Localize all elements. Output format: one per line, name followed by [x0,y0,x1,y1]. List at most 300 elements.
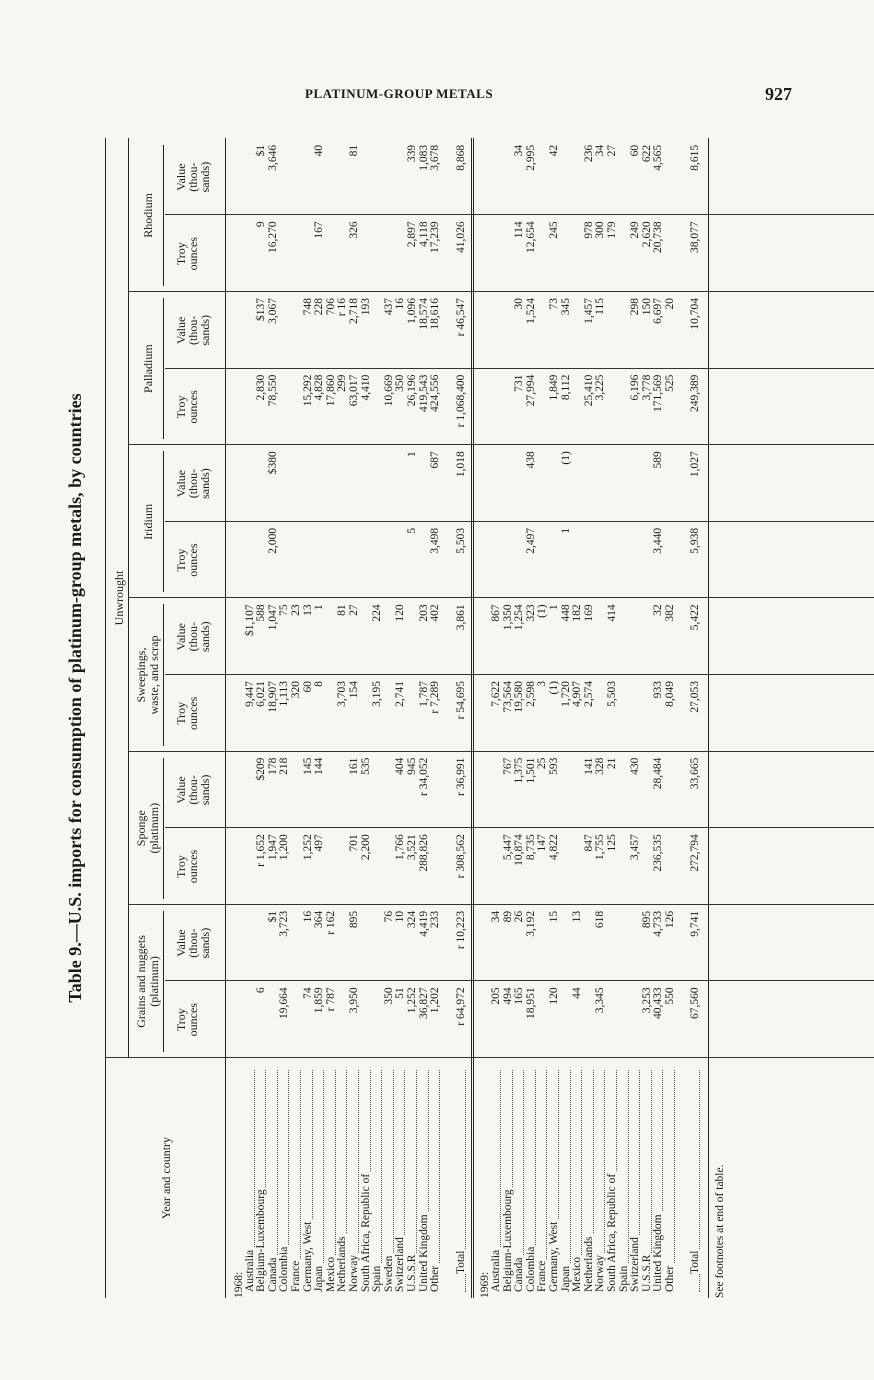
table-cell: 236,535 [652,834,665,872]
table-cell: 1,096 [406,298,418,324]
table-cell: 339 [406,144,418,163]
table-cell: 8,049 [663,681,676,707]
country-name: Japan [559,1265,572,1292]
table-cell: 26 [513,910,526,923]
table-cell: 2,897 [406,221,418,248]
table-cell: 1,755 [594,834,607,861]
table-cell: 13 [301,604,314,616]
table-cell: 165 [513,987,526,1005]
table-cell: 2,718 [348,298,360,324]
table-cell: 494 [501,987,514,1005]
table-cell: 687 [429,451,442,469]
section-double-rule [471,138,474,1298]
table-cell: 205 [489,987,502,1005]
sub-header-troy: Troy [174,1008,188,1032]
table-cell: 9,447 [243,681,256,707]
table-cell: 16,270 [266,221,279,254]
sub-header-value: Value [174,469,188,498]
table-cell: 1,720 [559,681,572,707]
footnote: See footnotes at end of table. [714,1164,727,1298]
table-cell: 16 [301,910,314,923]
table-cell: 9 [255,221,268,228]
table-cell: 2,574 [582,681,595,707]
header-rule [225,138,226,1298]
table-cell: 10,669 [382,374,395,407]
sub-header-sands: sands) [198,621,212,653]
table-cell: 236 [582,144,595,163]
rotated-table-region [65,98,785,1298]
table-cell: 18,951 [524,987,537,1020]
table-cell: 430 [629,757,642,775]
table-cell: 402 [429,604,442,622]
table-cell: 345 [559,298,572,316]
country-name: Other [429,1265,442,1292]
table-cell: (1) [547,681,560,695]
country-name: South Africa, Republic of [605,1173,618,1292]
table-cell: 27,053 [689,681,702,713]
table-cell: 3,225 [594,374,607,401]
table-cell: r 10,223 [454,910,467,950]
sub-header-sands: sands) [198,314,212,346]
group-rule [163,451,164,592]
table-cell: 8,868 [454,144,467,171]
country-name: Colombia [524,1246,537,1292]
sub-header-ounces: ounces [186,696,200,730]
table-cell: 89 [501,910,514,923]
total-label: Total [454,1250,467,1274]
sub-header-sands: sands) [198,774,212,806]
table-cell: 75 [278,604,291,616]
table-cell: 3,192 [524,910,537,937]
group-header-line1: Sweepings, [134,647,148,703]
sub-header-thou: (thou- [186,775,200,805]
sub-header-ounces: ounces [186,237,200,271]
group-header-line2: waste, and scrap [147,635,161,715]
sub-header-thou: (thou- [186,928,200,958]
table-cell: r 64,972 [454,987,467,1026]
group-header-line2: (platinum) [147,802,161,854]
table-cell: 115 [594,298,607,315]
table-cell: 28,484 [652,757,665,790]
sub-header-sands: sands) [198,468,212,499]
table-cell: 1,047 [266,604,279,631]
table-cell: 2,995 [524,144,537,171]
country-name: United Kingdom [652,1214,665,1292]
table-cell: 74 [301,987,314,999]
table-cell: 44 [571,987,584,999]
table-row [326,138,337,1298]
table-cell: 3,646 [266,144,279,171]
table-cell: 73 [547,298,560,310]
table-cell: 27,994 [524,374,537,407]
table-cell: 1,766 [394,834,407,861]
stub-header: Year and country [159,1136,173,1220]
sub-header-ounces: ounces [186,1003,200,1037]
country-name: Switzerland [394,1237,407,1292]
table-cell: 1,254 [513,604,526,631]
table-cell: 3,457 [629,834,642,861]
table-cell: 535 [359,757,372,775]
country-name: United Kingdom [417,1214,430,1292]
country-name: Norway [594,1254,607,1292]
table-cell: 3,778 [640,374,653,401]
table-cell: 706 [324,298,337,316]
country-name: Belgium-Luxembourg [501,1189,514,1292]
table-cell: 4,565 [652,144,665,171]
table-cell: 12,654 [524,221,537,254]
table-cell: 218 [278,757,291,775]
table-cell: 419,543 [417,374,430,412]
table-cell: 26,196 [406,374,418,407]
table-cell: 40 [313,144,326,157]
table-cell: 203 [417,604,430,622]
table-row [256,138,267,1298]
table-cell: 27 [605,144,618,157]
table-cell: 1,524 [524,298,537,324]
table-cell: 1,457 [582,298,595,324]
sub-header-value: Value [174,929,188,957]
table-cell: 13 [571,910,584,923]
table-cell: 326 [348,221,360,239]
table-cell: 2,598 [524,681,537,707]
table-row [607,138,618,1298]
table-cell: 60 [629,144,642,157]
table-row [245,138,256,1298]
table-cell: 2,830 [255,374,268,401]
table-cell: 6 [255,987,268,994]
table-cell: 1,083 [417,144,430,171]
table-row [430,138,441,1298]
table-cell: 288,826 [417,834,430,872]
sub-header-thou: (thou- [186,162,200,192]
table-cell: 4,733 [652,910,665,937]
total-row [690,138,701,1298]
table-cell: 299 [336,374,349,392]
table-cell: 233 [429,910,442,929]
table-cell: $380 [266,451,279,475]
table-row [619,138,630,1298]
table-cell: $1 [266,910,279,923]
group-rule [163,604,164,745]
table-cell: 150 [640,298,653,316]
table-cell: 438 [524,451,537,469]
table-cell: r 36,991 [454,757,467,796]
table-cell: 8 [313,681,326,687]
table-cell: 1 [547,604,560,611]
table-row [268,138,279,1298]
table-cell: 497 [313,834,326,852]
country-name: Japan [313,1265,326,1292]
country-name: France [536,1260,549,1292]
table-cell: 25 [536,757,549,770]
country-name: Germany, West [301,1221,314,1292]
group-header-line2: (platinum) [147,956,161,1007]
table-cell: 245 [547,221,560,239]
table-cell: 350 [382,987,395,1005]
table-cell: 895 [348,910,360,929]
table-cell: 978 [582,221,595,239]
table-row [337,138,348,1298]
table-cell: 1 [406,451,418,457]
year-label: 1969: [479,1271,492,1298]
table-cell: 20,738 [652,221,665,254]
table-cell: 125 [605,834,618,852]
table-cell: 8,735 [524,834,537,861]
table-cell: (1) [536,604,549,618]
table-cell: 350 [394,374,407,392]
country-name: Netherlands [582,1236,595,1292]
top-rule [105,138,106,1298]
table-row [595,138,606,1298]
leader-dots [433,1070,440,1292]
table-cell: 324 [406,910,418,929]
table-row [526,138,537,1298]
table-cell: 23 [290,604,302,616]
table-cell: 3,678 [429,144,442,171]
table-cell: 5,503 [605,681,618,707]
sub-header-sands: sands) [198,161,212,193]
table-cell: 414 [605,604,618,622]
table-cell: 15,292 [301,374,314,407]
table-cell: 1 [559,527,572,534]
table-cell: 32 [652,604,665,616]
table-cell: 1,252 [301,834,314,861]
running-header: PLATINUM-GROUP METALS [305,86,494,101]
year-label: 1968: [233,1271,245,1298]
table-cell: r 54,695 [454,681,467,720]
group-rule [163,911,164,1052]
table-cell: 1,501 [524,757,537,784]
table-cell: 3,703 [336,681,349,707]
table-cell: 588 [255,604,268,622]
table-row [491,138,502,1298]
table-cell: 3,861 [454,604,467,631]
table-title: Table 9.—U.S. imports for consumption of platinum-group metals, by countries [65,393,85,1003]
leader-dots [622,1070,629,1292]
table-row [384,138,395,1298]
table-cell: 63,017 [348,374,360,407]
table-cell: 41,026 [454,221,467,254]
table-cell: (1) [559,451,572,465]
table-cell: 161 [348,757,360,775]
table-cell: 10 [394,910,407,923]
table-cell: 9,741 [689,910,702,937]
country-name: Spain [371,1265,384,1292]
table-cell: 2,620 [640,221,653,248]
table-cell: 144 [313,757,326,775]
table-row [291,138,302,1298]
table-cell: r 1,652 [255,834,268,867]
table-row [349,138,360,1298]
table-cell: 3,498 [429,527,442,554]
table-cell: 3,440 [652,527,665,554]
sub-header-value: Value [174,316,188,344]
table-cell: 17,860 [324,374,337,407]
bottom-rule [708,138,709,1298]
table-cell: 145 [301,757,314,775]
table-cell: 182 [571,604,584,622]
table-cell: 10,874 [513,834,526,866]
table-cell: 169 [582,604,595,622]
table-row [279,138,290,1298]
group-header-line1: Sponge [134,810,148,847]
table-row [372,138,383,1298]
sub-header-value: Value [174,623,188,651]
table-row [653,138,664,1298]
country-name: South Africa, Republic of [359,1173,372,1292]
country-name: Canada [266,1257,279,1292]
table-cell: 701 [348,834,360,852]
table-cell: 1,252 [406,987,418,1014]
table-cell: 2,000 [266,527,279,554]
country-name: Switzerland [629,1237,642,1292]
table-cell: 5,938 [689,527,702,554]
table-cell: 3 [536,681,549,687]
table-cell: r 46,547 [454,298,467,337]
table-cell: r 162 [324,910,337,935]
sub-header-troy: Troy [174,855,188,878]
table-cell: 6,697 [652,298,665,324]
sub-header-thou: (thou- [186,468,200,499]
table-cell: 51 [394,987,407,999]
table-cell: 76 [382,910,395,923]
table-cell: r 7,289 [429,681,442,714]
table-cell: 1,113 [278,681,291,707]
country-name: U.S.S.R [640,1254,653,1292]
table-cell: r 34,052 [417,757,430,796]
table-cell: 3,253 [640,987,653,1014]
table-cell: 38,077 [689,221,702,254]
table-cell: 437 [382,298,395,316]
table-row [572,138,583,1298]
table-cell: 21 [605,757,618,770]
table-cell: 18,907 [266,681,279,713]
table-cell: 622 [640,144,653,163]
country-name: Colombia [278,1246,291,1292]
table-cell: 25,410 [582,374,595,407]
group-header-line1: Iridium [141,503,155,540]
table-cell: 249,389 [689,374,702,412]
table-cell: 4,822 [547,834,560,861]
group-header-line1: Palladium [141,344,155,393]
country-name: France [290,1260,302,1292]
sub-header-value: Value [174,163,188,191]
stub-separator [105,1057,874,1058]
table-row [514,138,525,1298]
page-number: 927 [765,84,792,104]
table-cell: 7,622 [489,681,502,707]
table-cell: 4,907 [571,681,584,707]
country-name: Germany, West [547,1221,560,1292]
group-header-line1: Rhodium [141,193,155,238]
table-cell: 27 [348,604,360,616]
table-cell: 867 [489,604,502,622]
table-cell: 73,564 [501,681,514,713]
table-cell: 3,521 [406,834,418,861]
table-cell: 154 [348,681,360,699]
table-cell: 3,195 [371,681,384,707]
table-cell: 18,574 [417,298,430,330]
table-row [419,138,430,1298]
table-row [314,138,325,1298]
table-cell: 16 [394,298,407,310]
table-cell: 1,350 [501,604,514,631]
table-cell: 171,569 [652,374,665,412]
sub-header-troy: Troy [174,395,188,419]
table-cell: 5 [406,527,418,534]
table-cell: 748 [301,298,314,316]
table-cell: 40,433 [652,987,665,1020]
table-cell: 42 [547,144,560,157]
table-cell: 5,503 [454,527,467,554]
table-cell: 20 [663,298,676,310]
leader-dots [375,1070,382,1292]
sub-header-troy: Troy [174,242,188,266]
country-name: Australia [243,1249,256,1292]
country-name: Belgium-Luxembourg [255,1189,268,1292]
table-cell: 224 [371,604,384,622]
table-cell: 228 [313,298,326,316]
table-row [503,138,514,1298]
country-name: Spain [617,1265,630,1292]
table-cell: 323 [524,604,537,622]
table-cell: 525 [663,374,676,392]
table-cell: 328 [594,757,607,775]
country-name: Sweden [382,1255,395,1292]
table-row [537,138,548,1298]
country-name: Mexico [324,1256,337,1292]
table-cell: 6,196 [629,374,642,401]
table-cell: 618 [594,910,607,929]
table-row [549,138,560,1298]
table-cell: 5,447 [501,834,514,861]
table-cell: 3,067 [266,298,279,324]
table-cell: 589 [652,451,665,469]
country-name: U.S.S.R [406,1254,418,1292]
table-cell: 60 [301,681,314,693]
table-cell: 320 [290,681,302,699]
table-cell: $137 [255,298,268,322]
table-cell: 4,410 [359,374,372,401]
table-cell: 272,794 [689,834,702,872]
group-rule [163,145,164,286]
table-cell: 193 [359,298,372,316]
table-cell: 731 [513,374,526,392]
total-row [456,138,467,1298]
table-cell: 1,027 [689,451,702,478]
table-cell: 179 [605,221,618,239]
table-cell: 249 [629,221,642,239]
sub-header-ounces: ounces [186,849,200,884]
leader-dots [317,1070,324,1292]
sub-header-ounces: ounces [186,390,200,424]
table-cell: 3,345 [594,987,607,1014]
table-cell: 18,616 [429,298,442,330]
table-cell: 4,419 [417,910,430,937]
table-cell: 1,787 [417,681,430,707]
table-cell: 4,828 [313,374,326,401]
group-rule [163,758,164,899]
leader-dots [668,1070,675,1292]
table-cell: 30 [513,298,526,310]
table-cell: 178 [266,757,279,775]
sub-header-troy: Troy [174,548,188,572]
table-cell: 1,947 [266,834,279,861]
leader-dots [564,1070,571,1292]
table-cell: 847 [582,834,595,852]
table-row [561,138,572,1298]
country-name: Australia [489,1249,502,1292]
